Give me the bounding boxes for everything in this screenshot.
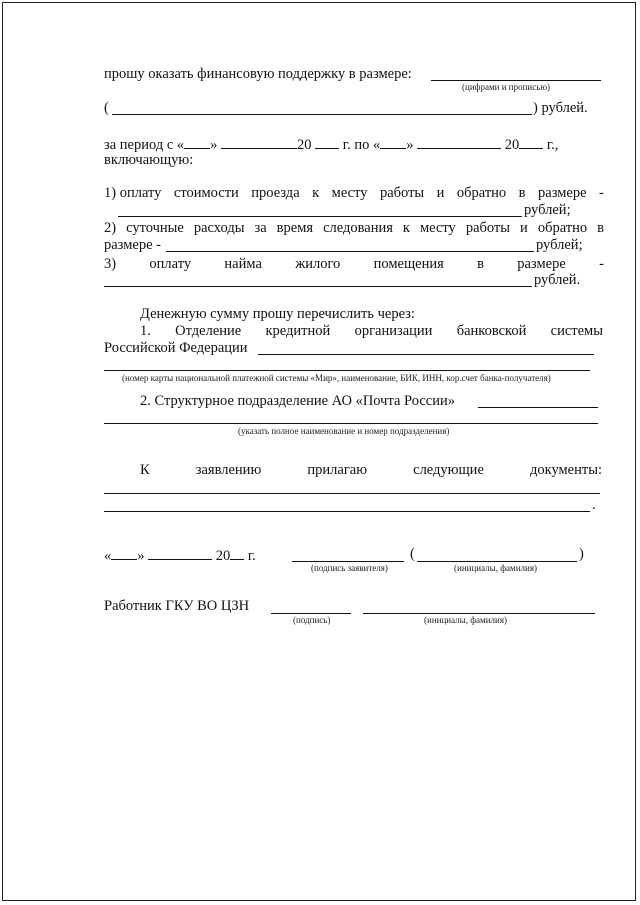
item2-word: и xyxy=(520,220,528,236)
option1-word: банковской xyxy=(456,323,527,339)
date-day-field[interactable] xyxy=(111,546,137,560)
item1-word: - xyxy=(599,185,604,201)
bank-details-field-2[interactable] xyxy=(104,370,590,371)
item3-word: оплату xyxy=(149,256,192,272)
worker-label: Работник ГКУ ВО ЦЗН xyxy=(104,598,250,614)
period-end-year-prefix: 20 xyxy=(504,137,520,153)
applicant-name-paren-open: ( xyxy=(410,546,415,562)
item1-word: в xyxy=(518,185,526,201)
item1-word: стоимости xyxy=(173,185,239,201)
date-year-suffix: г. xyxy=(247,548,256,564)
item2-word: 2) xyxy=(104,220,117,236)
period-line xyxy=(104,135,558,153)
applicant-name-caption: (инициалы, фамилия) xyxy=(454,563,537,573)
amount-paren-open: ( xyxy=(104,100,109,116)
amount-currency-label: ) рублей. xyxy=(533,100,588,116)
item1-tail: рублей; xyxy=(524,202,571,218)
attachments-field-2[interactable] xyxy=(104,511,590,512)
item3-word: жилого xyxy=(295,256,341,272)
item2-line xyxy=(104,220,604,236)
item3-word: в xyxy=(477,256,484,272)
date-year-field[interactable] xyxy=(230,546,244,560)
attachments-word: прилагаю xyxy=(307,462,368,478)
attachments-line xyxy=(140,462,602,478)
item1-word: к xyxy=(312,185,320,201)
period-start-year-prefix: 20 xyxy=(297,137,312,153)
item2-word: за xyxy=(254,220,267,236)
post-office-field[interactable] xyxy=(478,407,598,408)
period-quote-close-2: » xyxy=(406,137,414,153)
attachments-field-1[interactable] xyxy=(104,493,600,494)
item2-word: время xyxy=(276,220,314,236)
attachments-word: К xyxy=(140,462,150,478)
transfer-intro: Денежную сумму прошу перечислить через: xyxy=(140,306,415,322)
applicant-name-field[interactable] xyxy=(417,561,577,562)
item3-line xyxy=(104,256,604,272)
period-end-year-field[interactable] xyxy=(519,135,543,149)
item1-word: месту xyxy=(331,185,368,201)
period-start-day-field[interactable] xyxy=(184,135,210,149)
attachments-end-mark: . xyxy=(592,497,596,513)
item2-word: к xyxy=(402,220,410,236)
date-quote-close: » xyxy=(137,548,145,564)
applicant-signature-caption: (подпись заявителя) xyxy=(311,563,388,573)
item3-word: 3) xyxy=(104,256,117,272)
item1-word: обратно xyxy=(456,185,507,201)
item1-word: проезда xyxy=(251,185,300,201)
option1-word: системы xyxy=(550,323,603,339)
period-prefix: за период с « xyxy=(104,137,185,153)
amount-field-line[interactable] xyxy=(431,80,601,81)
item3-amount-field[interactable] xyxy=(104,286,532,287)
item2-tail: рублей; xyxy=(536,237,583,253)
period-suffix: г., xyxy=(546,137,559,153)
worker-name-caption: (инициалы, фамилия) xyxy=(424,615,507,625)
date-year-prefix: 20 xyxy=(215,548,231,564)
attachments-word: заявлению xyxy=(195,462,262,478)
amount-caption: (цифрами и прописью) xyxy=(462,82,551,92)
worker-signature-caption: (подпись) xyxy=(293,615,331,625)
period-start-year-field[interactable] xyxy=(315,135,339,149)
item1-word: 1) оплату xyxy=(104,185,162,201)
item1-line xyxy=(104,185,604,201)
item2-word: суточные xyxy=(126,220,184,236)
item2-word: работы xyxy=(465,220,511,236)
item1-word: работы xyxy=(379,185,425,201)
period-mid: г. по « xyxy=(342,137,381,153)
period-end-day-field[interactable] xyxy=(380,135,406,149)
transfer-option1-line xyxy=(140,323,603,339)
item2-line2-prefix: размере - xyxy=(104,237,161,253)
item3-word: размере xyxy=(517,256,566,272)
item2-word: в xyxy=(597,220,604,236)
item2-word: расходы xyxy=(193,220,245,236)
worker-signature-field[interactable] xyxy=(271,613,351,614)
item1-amount-field[interactable] xyxy=(118,216,522,217)
amount-words-line[interactable] xyxy=(112,114,532,115)
attachments-word: следующие xyxy=(413,462,484,478)
item3-word: помещения xyxy=(373,256,444,272)
option1-word: 1. xyxy=(140,323,151,339)
item3-tail: рублей. xyxy=(534,272,581,288)
date-month-field[interactable] xyxy=(148,546,212,560)
attachments-word: документы: xyxy=(529,462,602,478)
bank-details-field[interactable] xyxy=(258,354,594,355)
transfer-option2: 2. Структурное подразделение АО «Почта России» xyxy=(140,393,455,409)
date-line xyxy=(104,546,256,564)
applicant-signature-field[interactable] xyxy=(292,561,404,562)
worker-name-field[interactable] xyxy=(363,613,595,614)
bank-details-caption: (номер карты национальной платежной системы «Мир», наименование, БИК, ИНН, кор.счет банка-получателя) xyxy=(122,373,551,383)
period-quote-close-1: » xyxy=(210,137,218,153)
item2-word: следования xyxy=(323,220,393,236)
item2-word: обратно xyxy=(537,220,588,236)
applicant-name-paren-close: ) xyxy=(579,546,584,562)
post-office-field-2[interactable] xyxy=(104,423,598,424)
date-quote-open: « xyxy=(104,548,112,564)
item2-amount-field[interactable] xyxy=(166,251,534,252)
period-start-month-field[interactable] xyxy=(221,135,297,149)
item1-word: размере xyxy=(538,185,587,201)
item2-word: месту xyxy=(419,220,456,236)
item1-word: и xyxy=(436,185,445,201)
option1-word: кредитной xyxy=(265,323,331,339)
option1-word: организации xyxy=(354,323,433,339)
item3-word: - xyxy=(599,256,604,272)
post-office-caption: (указать полное наименование и номер подразделения) xyxy=(238,426,450,436)
item3-word: найма xyxy=(224,256,262,272)
support-request-text: прошу оказать финансовую поддержку в размере: xyxy=(104,66,412,82)
period-end-month-field[interactable] xyxy=(417,135,501,149)
transfer-option1-line2: Российской Федерации xyxy=(104,340,248,356)
option1-word: Отделение xyxy=(175,323,242,339)
period-including: включающую: xyxy=(104,152,194,168)
